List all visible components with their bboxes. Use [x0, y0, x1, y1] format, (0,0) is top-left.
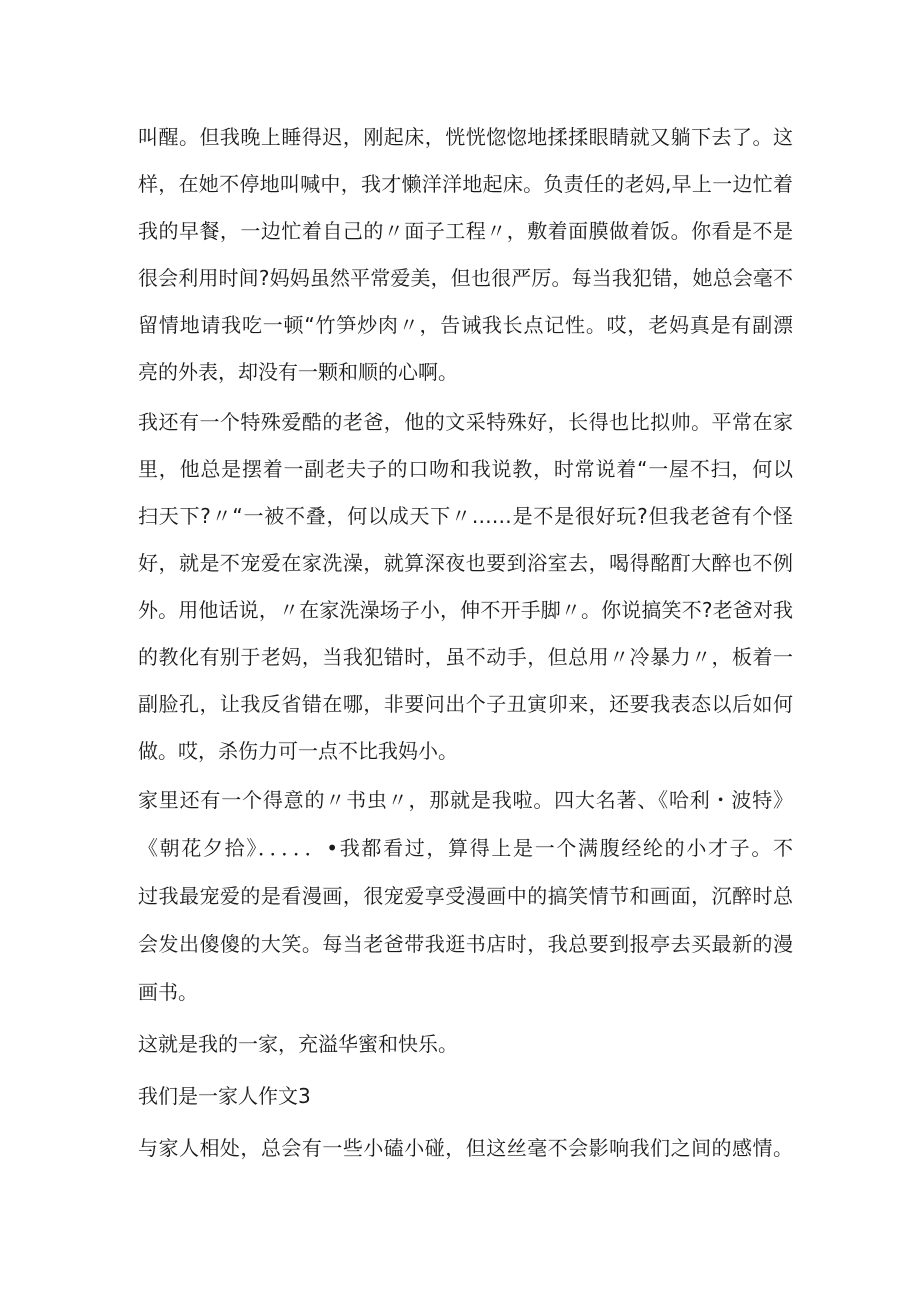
- text-line: 留情地请我吃一顿“竹笋炒肉〃，告诫我长点记性。哎，老妈真是有副漂: [138, 313, 793, 337]
- text-line: 会发出傻傻的大笑。每当老爸带我逛书店时，我总要到报亭去买最新的漫: [138, 932, 793, 956]
- text-line: 样，在她不停地叫喊中，我才懒洋洋地起床。负责任的老妈,早上一边忙着: [138, 172, 793, 196]
- text-line: 这就是我的一家，充溢华蜜和快乐。: [138, 1032, 458, 1056]
- text-line: 与家人相处，总会有一些小磕小碰，但这丝毫不会影响我们之间的感情。: [138, 1136, 793, 1160]
- text-line: 叫醒。但我晚上睡得迟，刚起床，恍恍惚惚地揉揉眼睛就又躺下去了。这: [138, 125, 793, 149]
- text-line: 的教化有别于老妈，当我犯错时，虽不动手，但总用〃冷暴力〃，板着一: [138, 645, 793, 669]
- text-line: 亮的外表，却没有一颗和顺的心啊。: [138, 360, 458, 384]
- text-line: 我还有一个特殊爱酷的老爸，他的文采特殊好，长得也比拟帅。平常在家: [138, 410, 793, 434]
- text-line: 好，就是不宠爱在家洗澡，就算深夜也要到浴室去，喝得酩酊大醉也不例: [138, 551, 793, 575]
- text-line: 做。哎，杀伤力可一点不比我妈小。: [138, 739, 458, 763]
- section-heading: 我们是一家人作文3: [138, 1084, 311, 1108]
- text-line: 我的早餐，一边忙着自己的〃面子工程〃，敷着面膜做着饭。你看是不是: [138, 219, 793, 243]
- text-line: 很会利用时间?妈妈虽然平常爱美，但也很严厉。每当我犯错，她总会毫不: [138, 266, 793, 290]
- text-line: 画书。: [138, 980, 198, 1004]
- text-line: 副脸孔，让我反省错在哪，非要问出个子丑寅卯来，还要我表态以后如何: [138, 692, 793, 716]
- text-line: 家里还有一个得意的〃书虫〃，那就是我啦。四大名著、《哈利・波特》: [138, 788, 793, 812]
- text-line: 里，他总是摆着一副老夫子的口吻和我说教，时常说着“一屋不扫，何以: [138, 457, 793, 481]
- text-line: 外。用他话说，〃在家洗澡场子小，伸不开手脚〃。你说搞笑不?老爸对我: [138, 598, 793, 622]
- text-line: 《朝花夕拾》．．．．．•我都看过，算得上是一个满腹经纶的小才子。不: [138, 836, 793, 860]
- text-line: 扫天下?〃“一被不叠，何以成天下〃……是不是很好玩?但我老爸有个怪: [138, 504, 793, 528]
- text-line: 过我最宠爱的是看漫画，很宠爱享受漫画中的搞笑情节和画面，沉醉时总: [138, 884, 793, 908]
